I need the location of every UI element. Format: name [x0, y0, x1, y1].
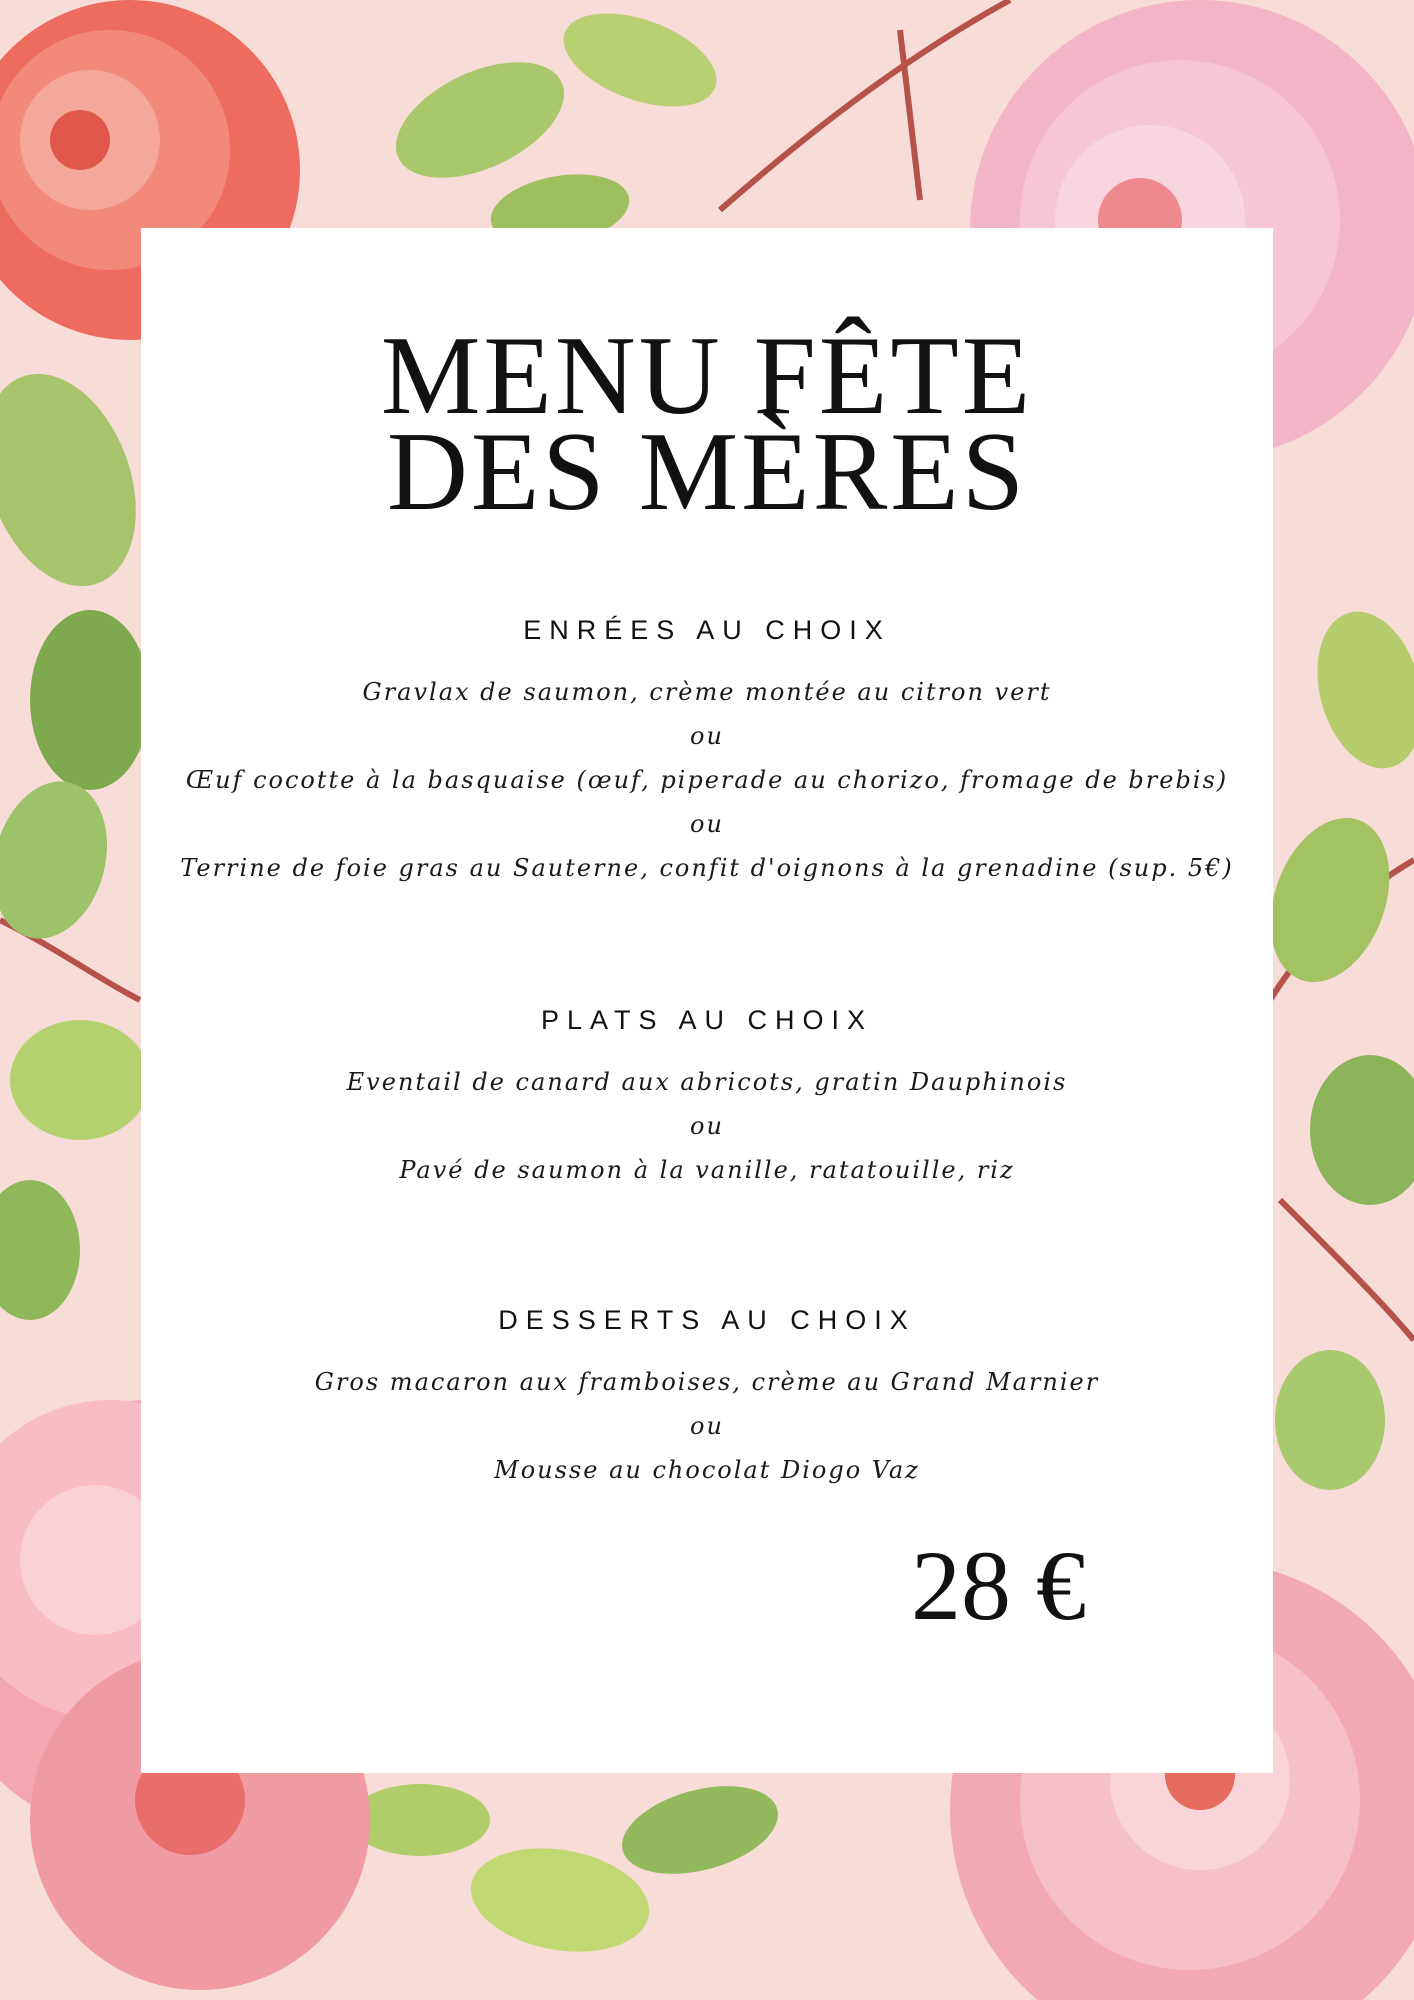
title-line-1: MENU FÊTE: [380, 314, 1034, 438]
menu-item: Gravlax de saumon, crème montée au citron vert: [362, 678, 1052, 706]
section-entrees: [141, 610, 1273, 890]
plats-list: [141, 1060, 1273, 1192]
menu-item: Œuf cocotte à la basquaise (œuf, piperade au chorizo, fromage de brebis): [185, 766, 1229, 794]
or-separator: ou: [690, 810, 724, 838]
menu-item: Eventail de canard aux abricots, gratin Dauphinois: [346, 1068, 1068, 1096]
desserts-list: [141, 1360, 1273, 1492]
menu-item: Mousse au chocolat Diogo Vaz: [494, 1456, 920, 1484]
menu-item: Pavé de saumon à la vanille, ratatouille, riz: [399, 1156, 1015, 1184]
menu-item: Terrine de foie gras au Sauterne, confit d'oignons à la grenadine (sup. 5€): [180, 854, 1234, 882]
section-heading-entrees: ENRÉES AU CHOIX: [523, 615, 891, 645]
or-separator: ou: [690, 722, 724, 750]
section-heading-desserts: DESSERTS AU CHOIX: [498, 1305, 916, 1335]
or-separator: ou: [690, 1412, 724, 1440]
menu-card: [141, 228, 1273, 1773]
or-separator: ou: [690, 1112, 724, 1140]
entrees-list: [141, 670, 1273, 890]
menu-item: Gros macaron aux framboises, crème au Grand Marnier: [314, 1368, 1100, 1396]
section-desserts: [141, 1300, 1273, 1492]
section-heading-plats: PLATS AU CHOIX: [540, 1005, 874, 1035]
menu-price: 28 €: [911, 1530, 1086, 1641]
section-plats: [141, 1000, 1273, 1192]
menu-title: [141, 314, 1273, 534]
title-line-2: DES MÈRES: [387, 410, 1027, 534]
